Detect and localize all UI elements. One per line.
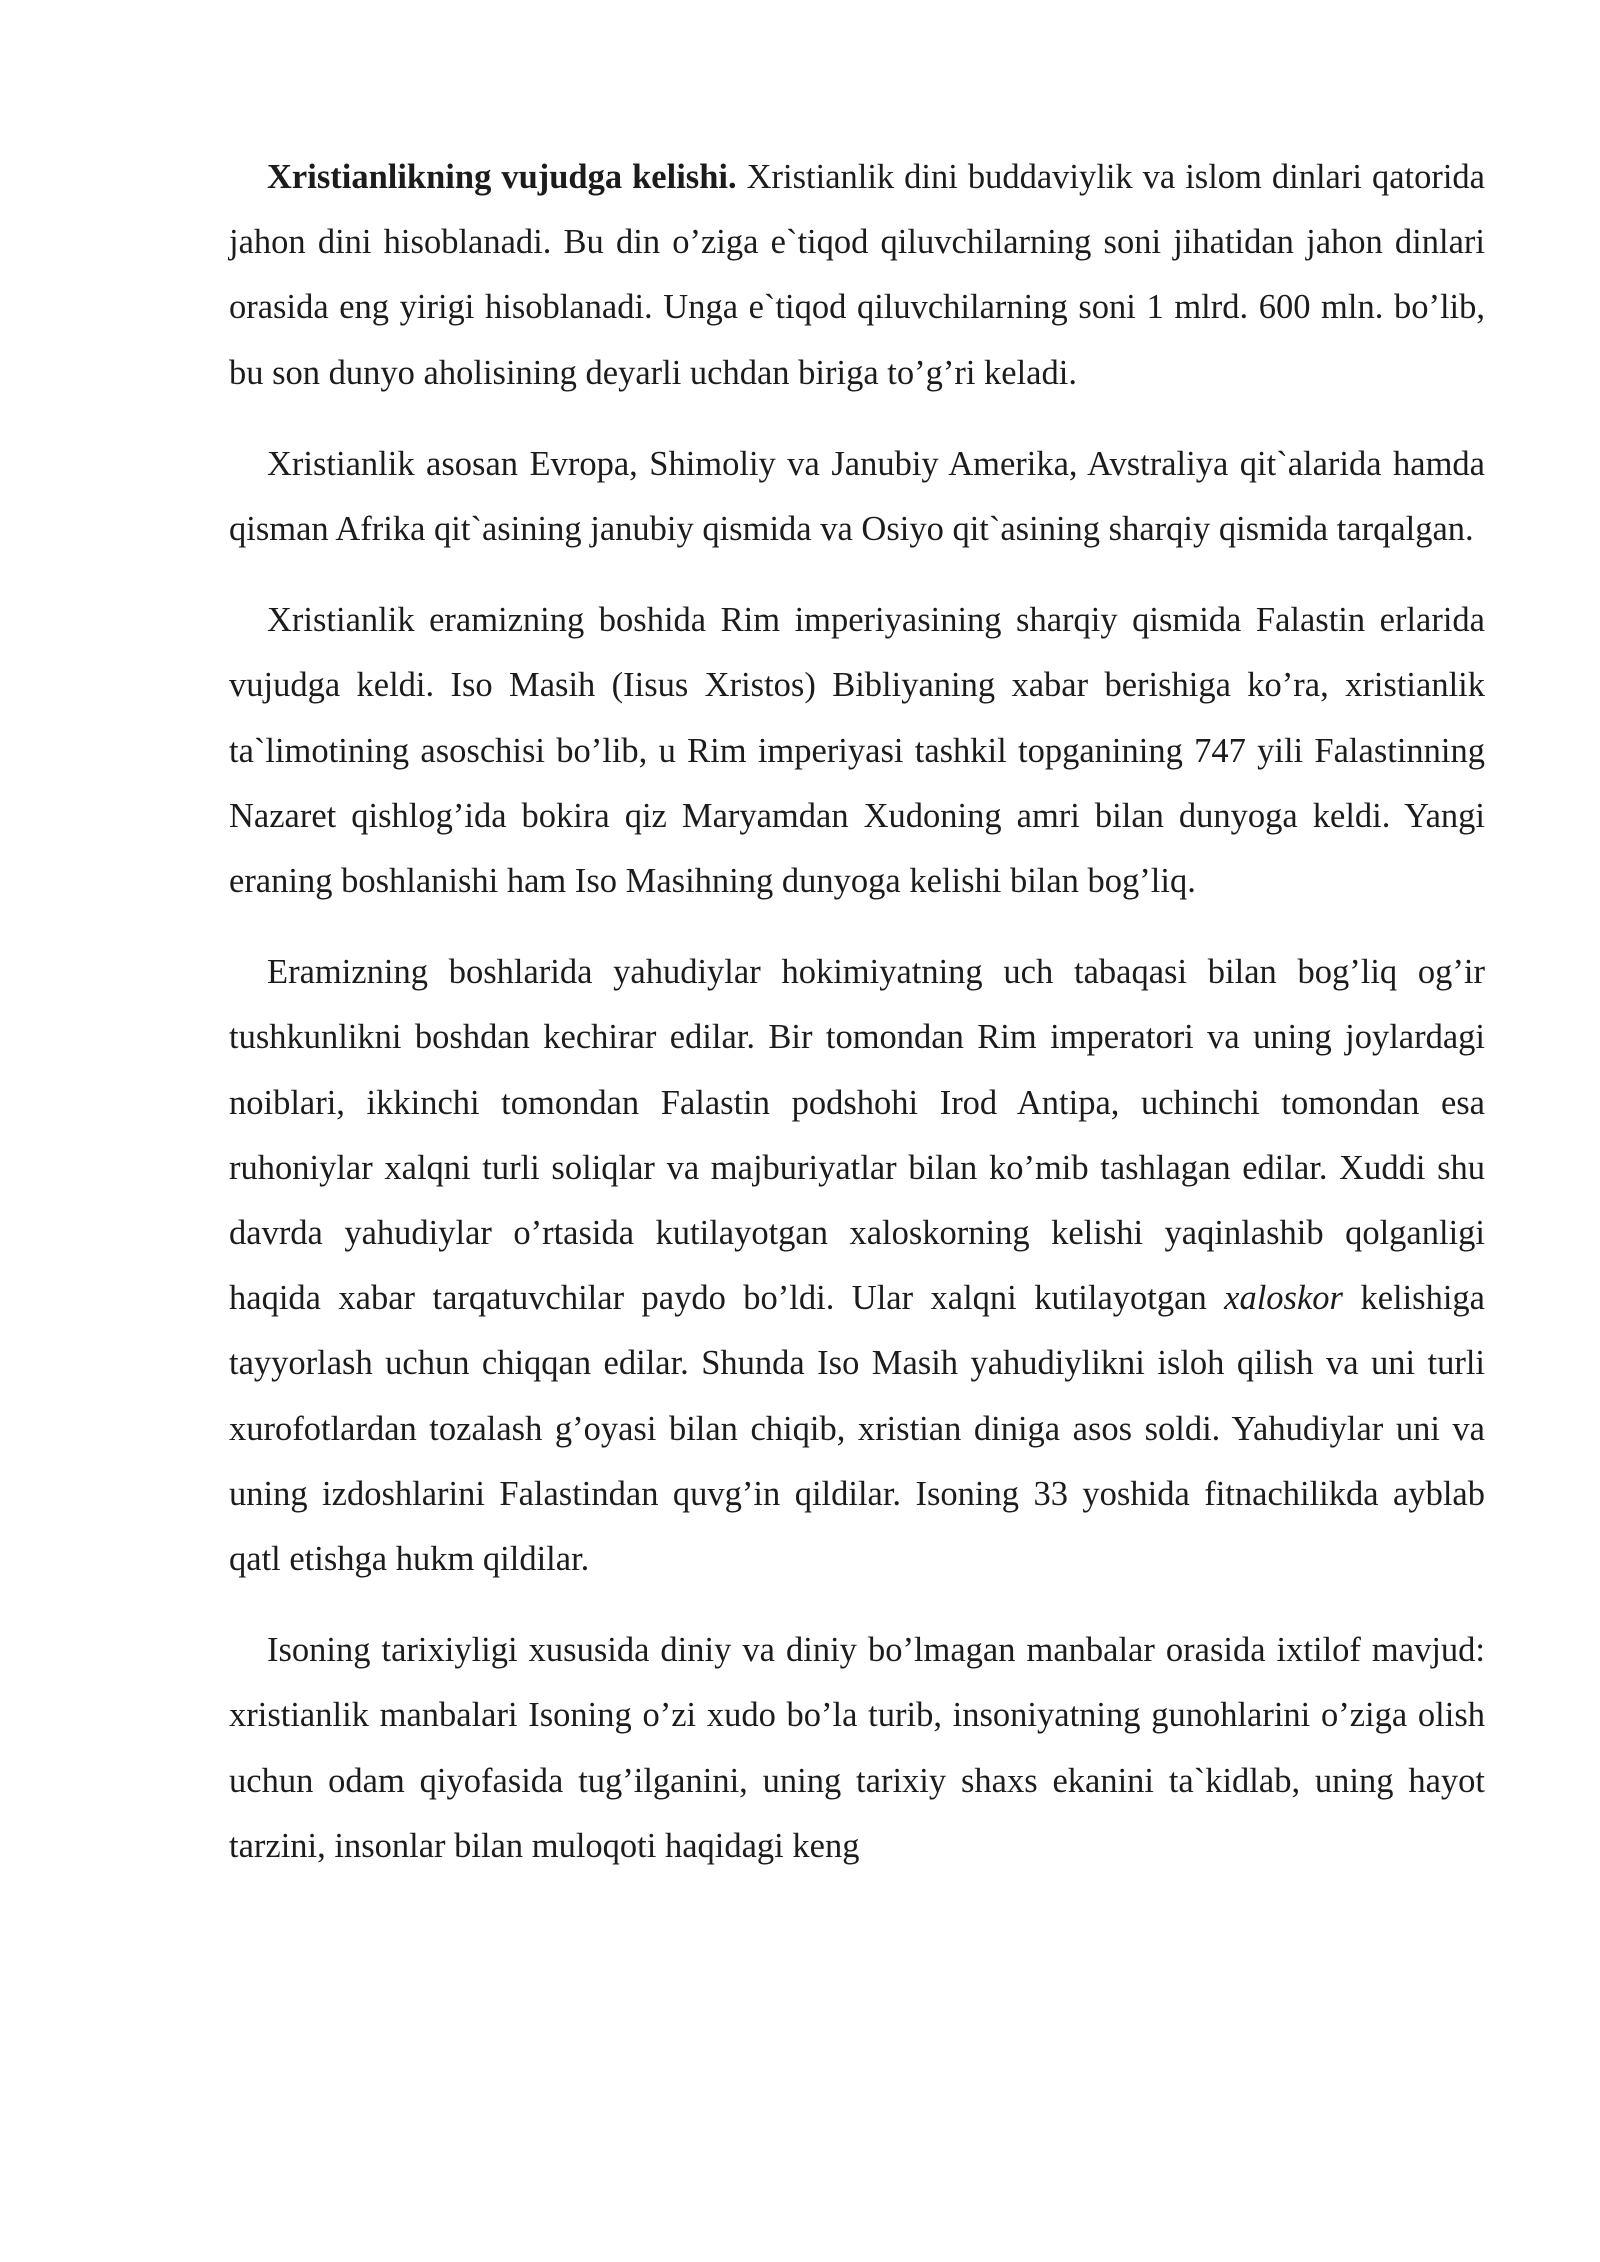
paragraph-4 — [229, 940, 1485, 1592]
section-heading: Xristianlikning vujudga kelishi. — [267, 158, 737, 196]
paragraph-1 — [229, 145, 1485, 406]
paragraph-2-text: Xristianlik asosan Evropa, Shimoliy va Janubiy Amerika, Avstraliya qit`alarida hamda qisman Afrika qit`asining janubiy qismida va Osiyo qit`asining sharqiy qismida tarqalgan. — [229, 444, 1485, 549]
paragraph-5-text: Isoning tarixiyligi xususida diniy va diniy bo’lmagan manbalar orasida ixtilof mavjud: xristianlik manbalari Isoning o’zi xudo bo’la turib, insoniyatning gunohlarini o’ziga olish uchun odam qiyofasida tug’ilganini, uning tarixiy shaxs ekanini ta`kidlab, uning hayot tarzini, insonlar bilan muloqoti haqidagi keng — [229, 1631, 1485, 1865]
paragraph-1-text: Xristianlik dini buddaviylik va islom dinlari qatorida jahon dini hisoblanadi. Bu din o’ziga e`tiqod qiluvchilarning soni jihatidan jahon dinlari orasida eng yirigi hisoblanadi. Unga e`tiqod qiluvchilarning soni 1 mlrd. 600 mln. bo’lib, bu son dunyo aholisining deyarli uchdan biriga to’g’ri keladi. — [229, 158, 1485, 392]
paragraph-4-text-before: Eramizning boshlarida yahudiylar hokimiyatning uch tabaqasi bilan bog’liq og’ir tushkunlikni boshdan kechirar edilar. Bir tomondan Rim imperatori va uning joylardagi noiblari, ikkinchi tomondan Falastin podshohi Irod Antipa, uchinchi tomondan esa ruhoniylar xalqni turli soliqlar va majburiyatlar bilan ko’mib tashlagan edilar. Xuddi shu davrda yahudiylar o’rtasida kutilayotgan xaloskorning kelishi yaqinlashib qolganligi haqida xabar tarqatuvchilar paydo bo’ldi. Ular xalqni kutilayotgan — [229, 953, 1485, 1318]
document-body — [229, 145, 1485, 1905]
paragraph-3 — [229, 588, 1485, 914]
paragraph-5 — [229, 1618, 1485, 1879]
paragraph-4-text-after: kelishiga tayyorlash uchun chiqqan edilar. Shunda Iso Masih yahudiylikni isloh qilish va uni turli xurofotlardan tozalash g’oyasi bilan chiqib, xristian diniga asos soldi. Yahudiylar uni va uning izdoshlarini Falastindan quvg’in qildilar. Isoning 33 yoshida fitnachilikda ayblab qatl etishga hukm qildilar. — [229, 1279, 1485, 1579]
italic-term: xaloskor — [1224, 1279, 1343, 1318]
paragraph-3-text: Xristianlik eramizning boshida Rim imperiyasining sharqiy qismida Falastin erlarida vujudga keldi. Iso Masih (Iisus Xristos) Bibliyaning xabar berishiga ko’ra, xristianlik ta`limotining asoschisi bo’lib, u Rim imperiyasi tashkil topganining 747 yili Falastinning Nazaret qishlog’ida bokira qiz Maryamdan Xudoning amri bilan dunyoga keldi. Yangi eraning boshlanishi ham Iso Masihning dunyoga kelishi bilan bog’liq. — [229, 601, 1485, 901]
paragraph-2 — [229, 432, 1485, 562]
